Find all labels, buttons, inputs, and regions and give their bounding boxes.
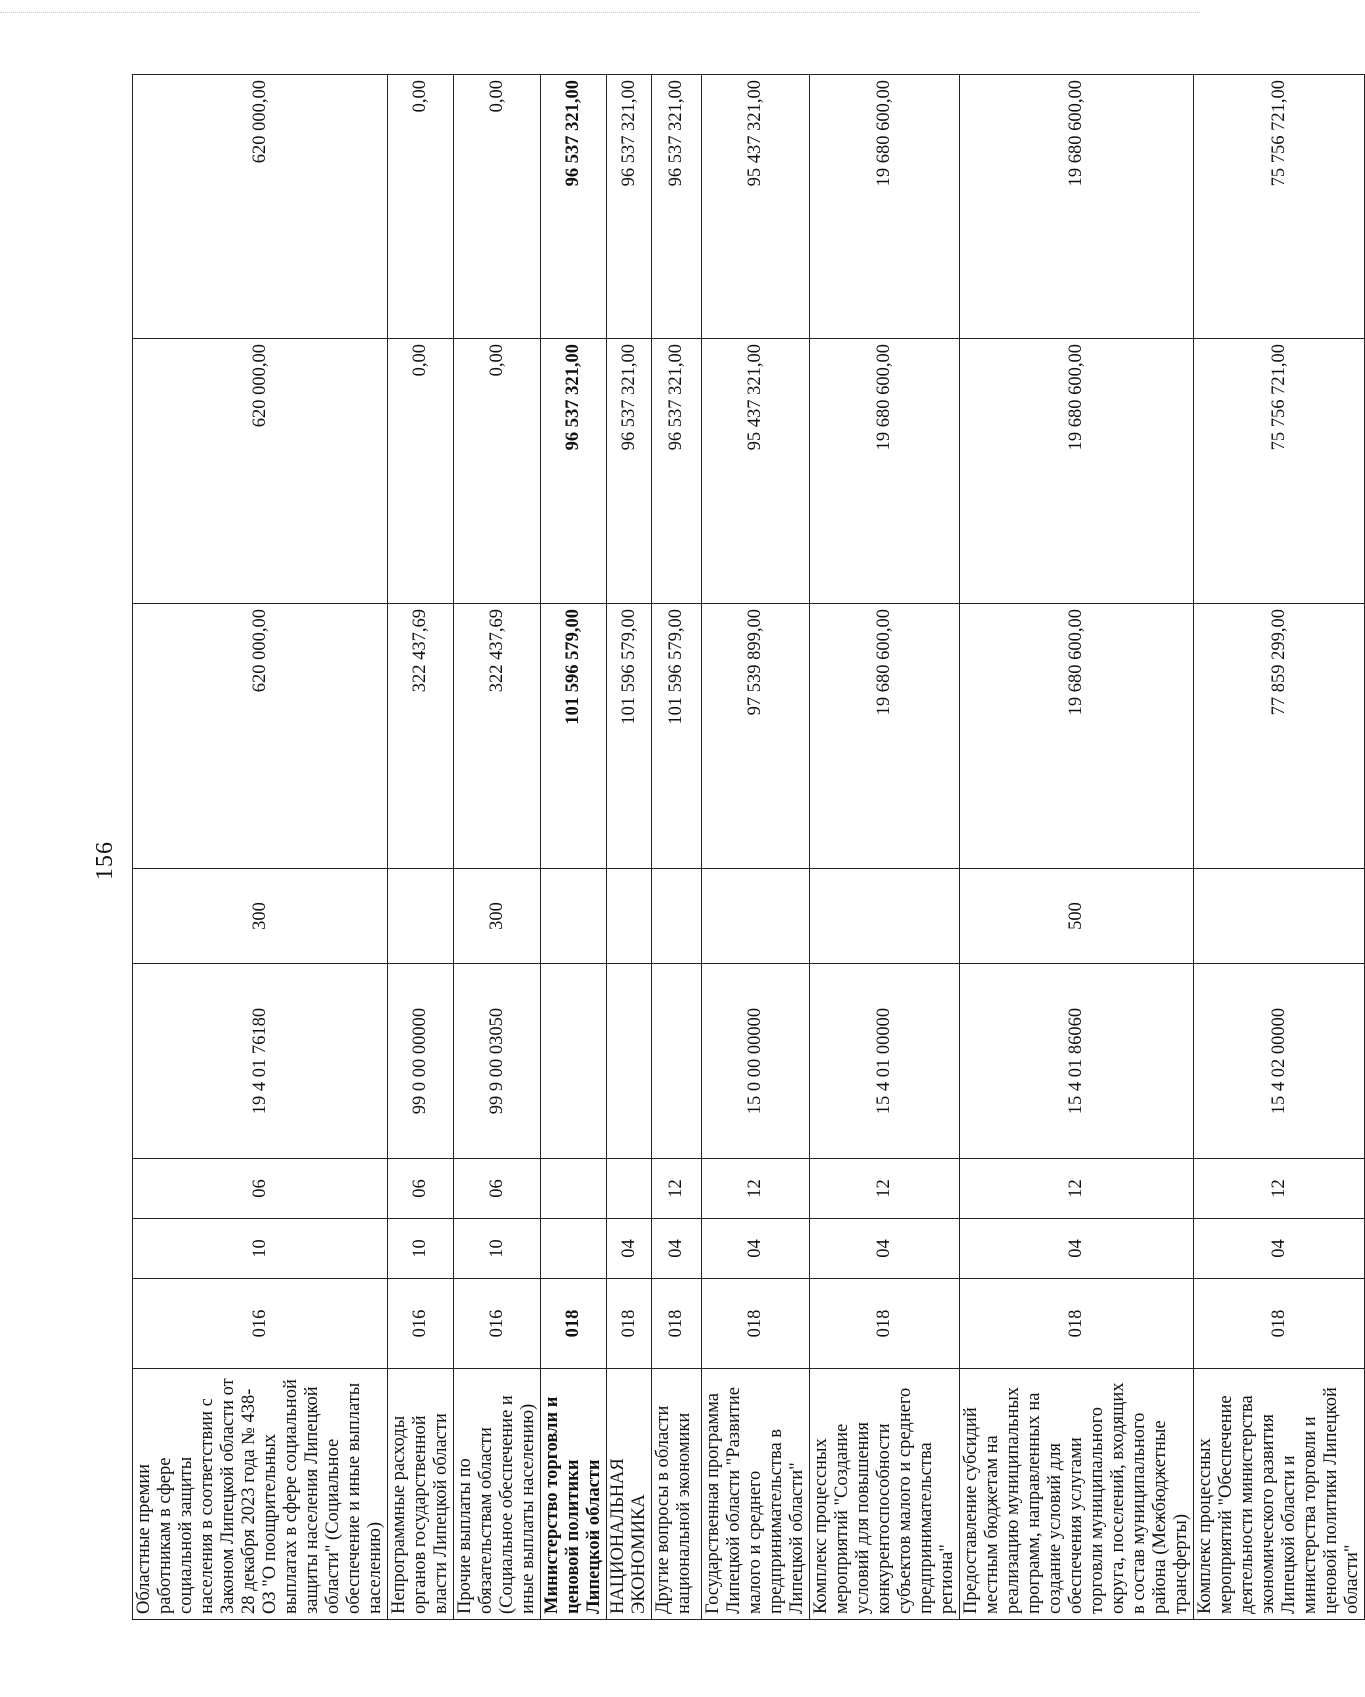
target-article-cell: 15 4 02 00000 <box>1194 964 1365 1159</box>
amount-2-cell: 75 756 721,00 <box>1194 339 1365 604</box>
amount-3-cell: 95 437 321,00 <box>702 75 810 339</box>
subsection-code-cell: 12 <box>810 1159 960 1219</box>
section-code-cell: 10 <box>388 1219 454 1279</box>
row-name-cell: Непрограммные расходы органов государственной власти Липецкой области <box>388 1369 454 1620</box>
amount-2-cell: 0,00 <box>388 339 454 604</box>
table-row <box>454 75 541 1620</box>
expense-type-cell <box>1194 869 1365 964</box>
expense-type-cell <box>652 869 702 964</box>
expense-type-cell <box>810 869 960 964</box>
amount-1-cell: 322 437,69 <box>388 604 454 869</box>
amount-2-cell: 0,00 <box>454 339 541 604</box>
table-row <box>702 75 810 1620</box>
rotated-page-content <box>132 75 1362 1620</box>
target-article-cell: 99 0 00 00000 <box>388 964 454 1159</box>
target-article-cell: 15 4 01 86060 <box>960 964 1194 1159</box>
amount-3-cell: 0,00 <box>388 75 454 339</box>
amount-2-cell: 96 537 321,00 <box>541 339 607 604</box>
row-name-cell: Министерство торговли и ценовой политики Липецкой области <box>541 1369 607 1620</box>
table-row <box>388 75 454 1620</box>
amount-3-cell: 19 680 600,00 <box>810 75 960 339</box>
table-row <box>652 75 702 1620</box>
amount-1-cell: 97 539 899,00 <box>702 604 810 869</box>
amount-3-cell: 96 537 321,00 <box>652 75 702 339</box>
target-article-cell: 15 4 01 00000 <box>810 964 960 1159</box>
amount-3-cell: 19 680 600,00 <box>960 75 1194 339</box>
subsection-code-cell <box>541 1159 607 1219</box>
amount-3-cell: 75 756 721,00 <box>1194 75 1365 339</box>
grbs-code-cell: 018 <box>960 1279 1194 1369</box>
target-article-cell <box>607 964 652 1159</box>
table-row <box>810 75 960 1620</box>
target-article-cell: 15 0 00 00000 <box>702 964 810 1159</box>
expense-type-cell <box>541 869 607 964</box>
amount-2-cell: 95 437 321,00 <box>702 339 810 604</box>
expense-type-cell <box>607 869 652 964</box>
grbs-code-cell: 016 <box>133 1279 388 1369</box>
row-name-cell: Прочие выплаты по обязательствам области (Социальное обеспечение и иные выплаты населению) <box>454 1369 541 1620</box>
subsection-code-cell: 12 <box>960 1159 1194 1219</box>
grbs-code-cell: 016 <box>454 1279 541 1369</box>
amount-1-cell: 101 596 579,00 <box>607 604 652 869</box>
expense-type-cell <box>388 869 454 964</box>
amount-2-cell: 96 537 321,00 <box>652 339 702 604</box>
subsection-code-cell: 12 <box>702 1159 810 1219</box>
amount-1-cell: 101 596 579,00 <box>541 604 607 869</box>
target-article-cell <box>541 964 607 1159</box>
amount-2-cell: 620 000,00 <box>133 339 388 604</box>
amount-1-cell: 322 437,69 <box>454 604 541 869</box>
expense-type-cell: 300 <box>133 869 388 964</box>
section-code-cell: 04 <box>960 1219 1194 1279</box>
grbs-code-cell: 018 <box>702 1279 810 1369</box>
amount-2-cell: 19 680 600,00 <box>960 339 1194 604</box>
expense-type-cell: 500 <box>960 869 1194 964</box>
budget-table <box>132 74 1365 1620</box>
grbs-code-cell: 018 <box>810 1279 960 1369</box>
budget-table-body <box>133 75 1365 1620</box>
amount-1-cell: 620 000,00 <box>133 604 388 869</box>
grbs-code-cell: 018 <box>541 1279 607 1369</box>
row-name-cell: Другие вопросы в области национальной экономики <box>652 1369 702 1620</box>
table-row <box>541 75 607 1620</box>
row-name-cell: НАЦИОНАЛЬНАЯ ЭКОНОМИКА <box>607 1369 652 1620</box>
amount-1-cell: 77 859 299,00 <box>1194 604 1365 869</box>
table-row <box>607 75 652 1620</box>
amount-1-cell: 101 596 579,00 <box>652 604 702 869</box>
target-article-cell <box>652 964 702 1159</box>
amount-1-cell: 19 680 600,00 <box>810 604 960 869</box>
section-code-cell: 04 <box>607 1219 652 1279</box>
row-name-cell: Комплекс процессных мероприятий "Обеспечение деятельности министерства экономического развития Липецкой области и министерства торговли и ценовой политики Липецкой области" <box>1194 1369 1365 1620</box>
section-code-cell: 04 <box>702 1219 810 1279</box>
subsection-code-cell: 06 <box>388 1159 454 1219</box>
section-code-cell: 04 <box>652 1219 702 1279</box>
row-name-cell: Областные премии работникам в сфере социальной защиты населения в соответствии с Законом Липецкой области от 28 декабря 2023 года № 438-ОЗ "О поощрительных выплатах в сфере социальной защиты населения Липецкой области" (Социальное обеспечение и иные выплаты населению) <box>133 1369 388 1620</box>
grbs-code-cell: 018 <box>652 1279 702 1369</box>
amount-2-cell: 19 680 600,00 <box>810 339 960 604</box>
grbs-code-cell: 018 <box>1194 1279 1365 1369</box>
section-code-cell: 04 <box>1194 1219 1365 1279</box>
amount-3-cell: 96 537 321,00 <box>541 75 607 339</box>
subsection-code-cell: 12 <box>1194 1159 1365 1219</box>
grbs-code-cell: 016 <box>388 1279 454 1369</box>
row-name-cell: Комплекс процессных мероприятий "Создание условий для повышения конкурентоспособности субъектов малого и среднего предпринимательства региона" <box>810 1369 960 1620</box>
scan-edge-line <box>0 12 1200 13</box>
section-code-cell: 10 <box>133 1219 388 1279</box>
table-row <box>1194 75 1365 1620</box>
expense-type-cell: 300 <box>454 869 541 964</box>
amount-3-cell: 96 537 321,00 <box>607 75 652 339</box>
row-name-cell: Государственная программа Липецкой области "Развитие малого и среднего предпринимательства в Липецкой области" <box>702 1369 810 1620</box>
subsection-code-cell <box>607 1159 652 1219</box>
amount-3-cell: 620 000,00 <box>133 75 388 339</box>
subsection-code-cell: 06 <box>454 1159 541 1219</box>
row-name-cell: Предоставление субсидий местным бюджетам на реализацию муниципальных программ, направленных на создание условий для обеспечения услугами торговли муниципального округа, поселений, входящих в состав муниципального района (Межбюджетные трансферты) <box>960 1369 1194 1620</box>
target-article-cell: 19 4 01 76180 <box>133 964 388 1159</box>
amount-3-cell: 0,00 <box>454 75 541 339</box>
target-article-cell: 99 9 00 03050 <box>454 964 541 1159</box>
table-row <box>960 75 1194 1620</box>
subsection-code-cell: 06 <box>133 1159 388 1219</box>
section-code-cell: 04 <box>810 1219 960 1279</box>
section-code-cell: 10 <box>454 1219 541 1279</box>
section-code-cell <box>541 1219 607 1279</box>
amount-2-cell: 96 537 321,00 <box>607 339 652 604</box>
page-number: 156 <box>92 841 118 880</box>
subsection-code-cell: 12 <box>652 1159 702 1219</box>
expense-type-cell <box>702 869 810 964</box>
table-row <box>133 75 388 1620</box>
amount-1-cell: 19 680 600,00 <box>960 604 1194 869</box>
grbs-code-cell: 018 <box>607 1279 652 1369</box>
